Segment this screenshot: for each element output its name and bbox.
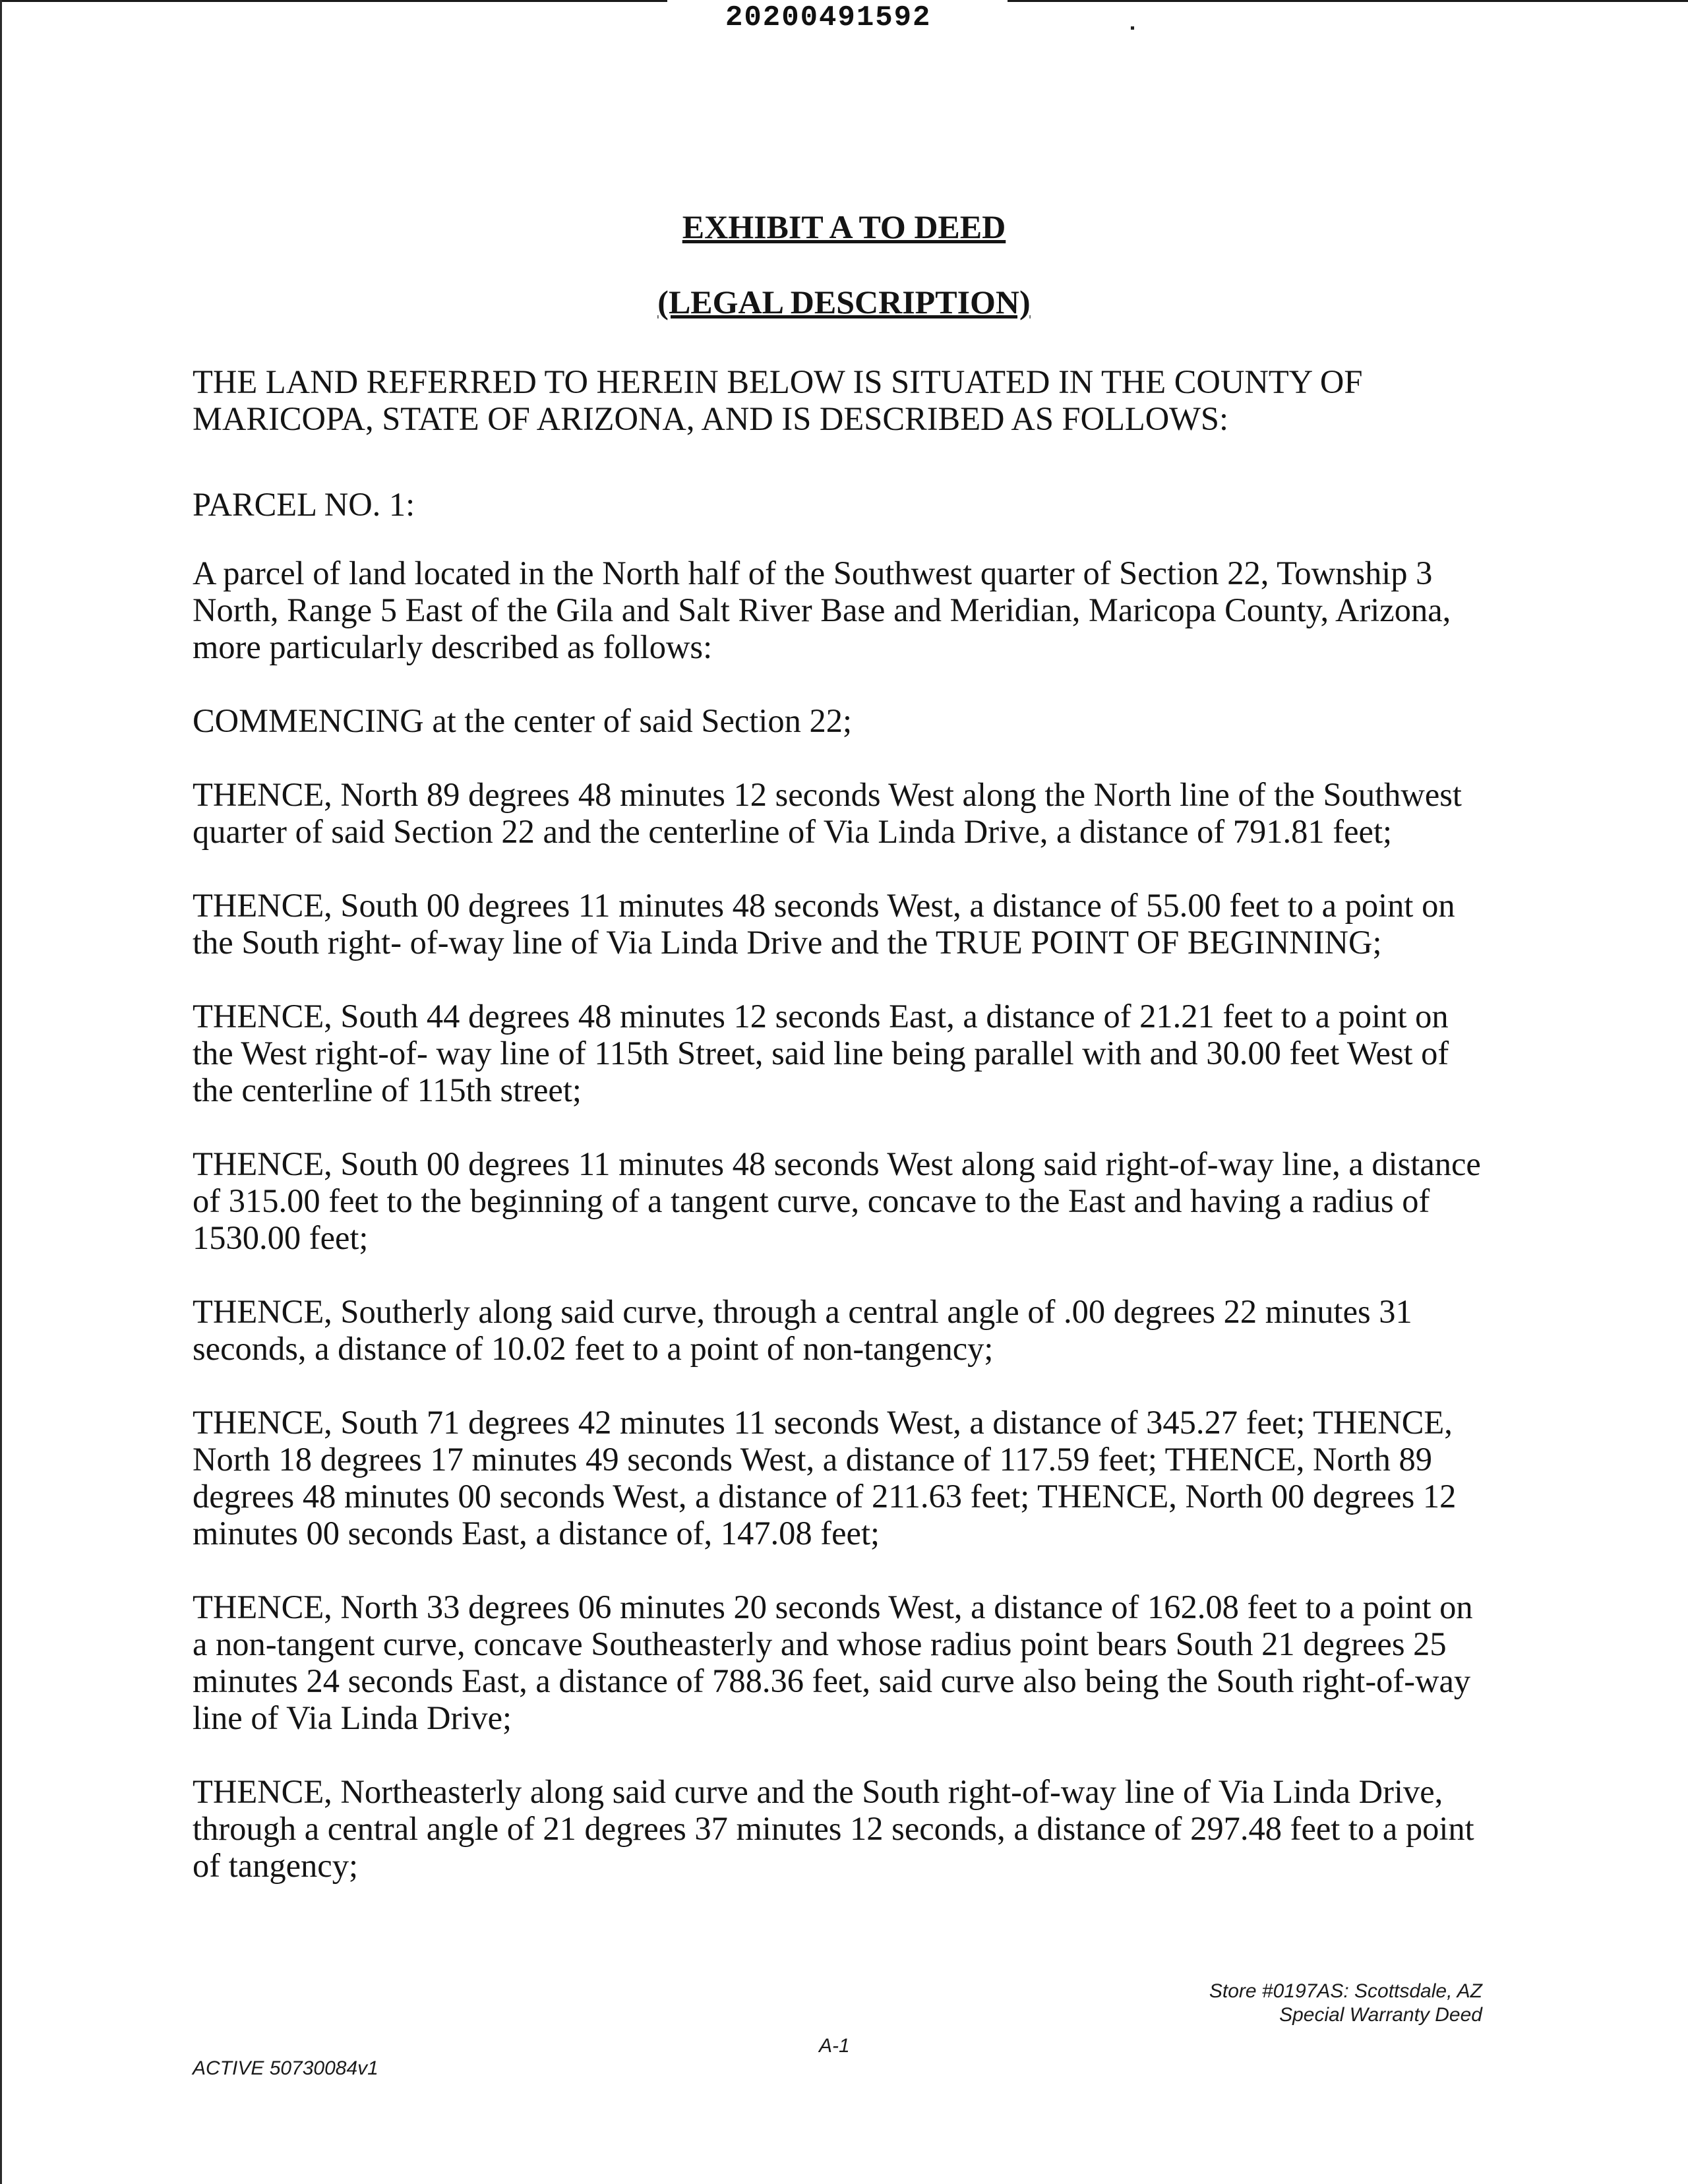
document-id: ACTIVE 50730084v1 bbox=[193, 2057, 378, 2079]
footer-store-info bbox=[1209, 1980, 1482, 2027]
top-border-left bbox=[0, 0, 667, 2]
parcel-label bbox=[193, 486, 1485, 523]
description-paragraph: THENCE, South 00 degrees 11 minutes 48 seconds West, a distance of 55.00 feet to a point on the South right- of-way line of Via Linda Drive and the TRUE POINT OF BEGINNING; bbox=[193, 887, 1455, 961]
description-paragraph: THENCE, Southerly along said curve, through a central angle of .00 degrees 22 minutes 31 seconds, a distance of 10.02 feet to a point of non-tangency; bbox=[193, 1293, 1412, 1367]
parcel-label-text: PARCEL NO. 1: bbox=[193, 486, 415, 523]
description-paragraph: A parcel of land located in the North half of the Southwest quarter of Section 22, Township 3 North, Range 5 East of the Gila and Salt River Base and Meridian, Maricopa County, Arizona, more particularly described as follows: bbox=[193, 555, 1451, 665]
top-border-right bbox=[1008, 0, 1688, 2]
description-paragraph: THENCE, South 00 degrees 11 minutes 48 seconds West along said right-of-way line, a distance of 315.00 feet to the beginning of a tangent curve, concave to the East and having a radius of 1530.00 feet; bbox=[193, 1145, 1481, 1256]
description-paragraph: THENCE, South 44 degrees 48 minutes 12 seconds East, a distance of 21.21 feet to a point on the West right-of- way line of 115th Street, said line being parallel with and 30.00 feet West of the centerline of 115th street; bbox=[193, 998, 1449, 1108]
intro-text: THE LAND REFERRED TO HEREIN BELOW IS SITUATED IN THE COUNTY OF MARICOPA, STATE OF ARIZONA, AND IS DESCRIBED AS FOLLOWS: bbox=[193, 363, 1363, 437]
recording-number: 20200491592 bbox=[725, 1, 932, 34]
description-paragraph: THENCE, North 33 degrees 06 minutes 20 seconds West, a distance of 162.08 feet to a point on a non-tangent curve, concave Southeasterly and whose radius point bears South 21 degrees 25 minutes 24 seconds East, a distance of 788.36 feet, said curve also being the South right-of-way line of Via Linda Drive; bbox=[193, 1589, 1473, 1736]
footer-store-name: Store #0197AS: Scottsdale, AZ bbox=[1209, 1980, 1482, 2002]
footer-deed-type: Special Warranty Deed bbox=[1279, 2004, 1482, 2026]
exhibit-title: EXHIBIT A TO DEED bbox=[682, 208, 1006, 245]
scan-speck bbox=[1131, 26, 1134, 30]
scan-left-edge bbox=[0, 0, 2, 2184]
description-paragraph: THENCE, South 71 degrees 42 minutes 11 seconds West, a distance of 345.27 feet; THENCE, North 18 degrees 17 minutes 49 seconds West, a distance of 117.59 feet; THENCE, North 89 degrees 48 minutes 00 seconds West, a distance of 211.63 feet; THENCE, North 00 degrees 12 minutes 00 seconds East, a distance of, 147.08 feet; bbox=[193, 1404, 1457, 1552]
description-paragraph: COMMENCING at the center of said Section 22; bbox=[193, 702, 852, 739]
intro-paragraph bbox=[193, 363, 1445, 437]
description-paragraph: THENCE, Northeasterly along said curve and the South right-of-way line of Via Linda Drive, through a central angle of 21 degrees 37 minutes 12 seconds, a distance of 297.48 feet to a point of tangency; bbox=[193, 1773, 1474, 1884]
page-number: A-1 bbox=[819, 2035, 850, 2057]
description-paragraph: THENCE, North 89 degrees 48 minutes 12 seconds West along the North line of the Southwest quarter of said Section 22 and the centerline of Via Linda Drive, a distance of 791.81 feet; bbox=[193, 776, 1462, 850]
legal-description-title: (LEGAL DESCRIPTION) bbox=[657, 284, 1031, 320]
legal-description-body bbox=[193, 555, 1485, 1921]
